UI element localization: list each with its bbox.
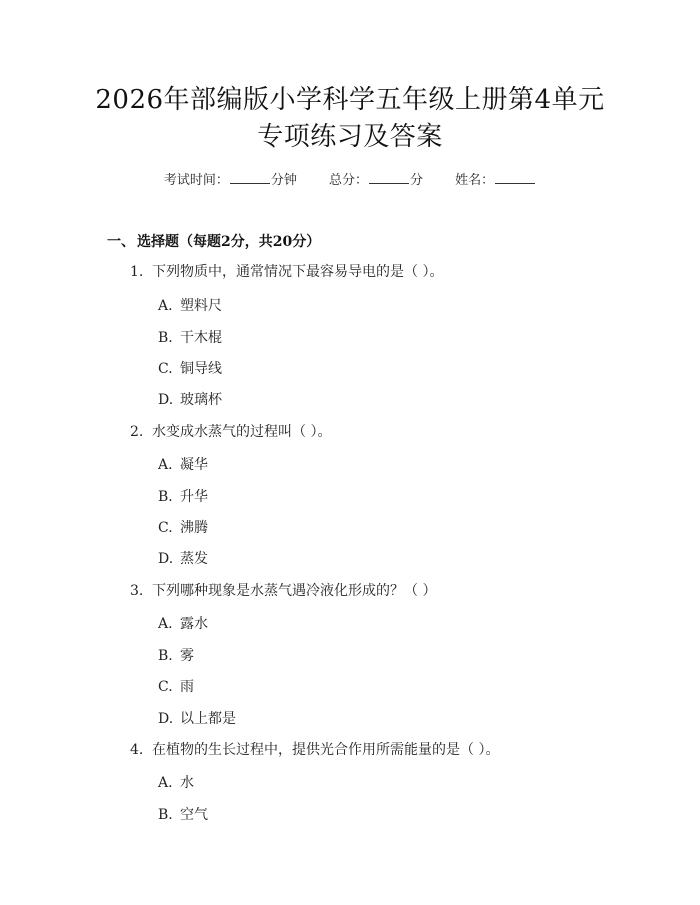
- total-score-field: [329, 173, 423, 188]
- option-item: [158, 772, 194, 792]
- student-name-label: 姓名：: [455, 173, 495, 188]
- question-item: [130, 739, 499, 759]
- total-score-label: 总分：: [328, 173, 368, 188]
- option-text: 以上都是: [180, 711, 236, 727]
- option-item: [158, 517, 208, 537]
- section-heading: [107, 231, 320, 251]
- section-number: 一、: [107, 234, 135, 250]
- total-score-blank: [369, 172, 409, 184]
- question-number: 1.: [130, 264, 144, 280]
- option-text: 凝华: [180, 457, 208, 473]
- option-letter: C.: [158, 520, 173, 536]
- question-text: 在植物的生长过程中，提供光合作用所需能量的是（ ）。: [152, 742, 500, 758]
- option-item: [158, 645, 194, 665]
- option-text: 升华: [180, 489, 208, 505]
- question-text: 下列哪种现象是水蒸气遇冷液化形成的？（ ）: [152, 583, 437, 599]
- student-name-blank: [495, 172, 535, 184]
- option-letter: A.: [158, 616, 173, 632]
- option-item: [158, 613, 208, 633]
- option-text: 空气: [180, 807, 208, 823]
- option-letter: B.: [158, 648, 173, 664]
- option-item: [158, 295, 222, 315]
- option-text: 露水: [180, 616, 208, 632]
- question-number: 3.: [130, 583, 144, 599]
- option-item: [158, 358, 222, 378]
- exam-time-label: 考试时间：: [163, 173, 229, 188]
- question-text: 下列物质中，通常情况下最容易导电的是（ ）。: [152, 264, 444, 280]
- option-letter: C.: [158, 361, 173, 377]
- option-text: 玻璃杯: [180, 392, 222, 408]
- option-text: 铜导线: [180, 361, 222, 377]
- option-text: 干木棍: [180, 330, 222, 346]
- student-name-field: [455, 173, 536, 188]
- option-letter: D.: [158, 711, 174, 727]
- option-item: [158, 486, 208, 506]
- page-title-line1: 2026年部编版小学科学五年级上册第4单元: [95, 85, 605, 115]
- question-item: [130, 580, 436, 600]
- total-score-unit: 分: [410, 173, 424, 188]
- question-number: 2.: [130, 424, 144, 440]
- option-letter: B.: [158, 330, 173, 346]
- option-text: 雨: [180, 679, 194, 695]
- option-text: 雾: [180, 648, 194, 664]
- option-letter: A.: [158, 298, 173, 314]
- option-item: [158, 548, 208, 568]
- option-item: [158, 676, 194, 696]
- option-text: 沸腾: [180, 520, 208, 536]
- option-letter: A.: [158, 457, 173, 473]
- option-item: [158, 327, 222, 347]
- question-item: [130, 421, 331, 441]
- option-letter: B.: [158, 489, 173, 505]
- option-letter: C.: [158, 679, 173, 695]
- option-text: 蒸发: [180, 551, 208, 567]
- option-text: 水: [180, 775, 194, 791]
- question-number: 4.: [130, 742, 144, 758]
- option-letter: A.: [158, 775, 173, 791]
- option-letter: D.: [158, 551, 174, 567]
- option-item: [158, 804, 208, 824]
- option-item: [158, 389, 222, 409]
- question-text: 水变成水蒸气的过程叫（ ）。: [152, 424, 332, 440]
- option-item: [158, 708, 236, 728]
- question-item: [130, 261, 443, 281]
- exam-time-unit: 分钟: [270, 173, 297, 188]
- exam-meta: [0, 169, 700, 188]
- section-title: 选择题（每题2分，共20分）: [137, 234, 321, 250]
- option-item: [158, 454, 208, 474]
- option-letter: D.: [158, 392, 174, 408]
- page-title-line2: 专项练习及答案: [257, 122, 443, 152]
- exam-time-field: [164, 173, 297, 188]
- exam-time-blank: [230, 172, 270, 184]
- option-letter: B.: [158, 807, 173, 823]
- option-text: 塑料尺: [180, 298, 222, 314]
